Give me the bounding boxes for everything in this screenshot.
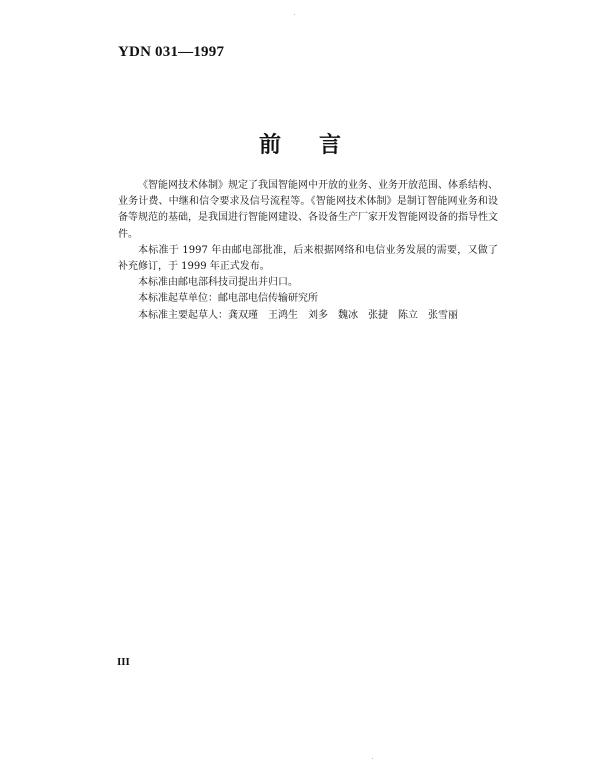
page-title: 前言: [258, 133, 379, 158]
foreword-body: [118, 178, 498, 324]
scan-speck: [372, 758, 373, 759]
paragraph-drafting-unit: 本标准起草单位：邮电部电信传输研究所: [138, 293, 318, 305]
page-number: III: [117, 656, 130, 668]
scan-speck: [294, 14, 295, 15]
document-code: YDN 031—1997: [118, 44, 225, 60]
paragraph-proposer: 本标准由邮电部科技司提出并归口。: [138, 277, 298, 289]
paragraph-approval: 本标准于 1997 年由邮电部批准，后来根据网络和电信业务发展的需要，又做了补充修订，于 1999 年正式发布。: [118, 244, 498, 273]
paragraph-drafters: 本标准主要起草人：龚双瑾 王鸿生 刘多 魏冰 张捷 陈立 张雪丽: [138, 309, 458, 321]
paragraph-scope: 《智能网技术体制》规定了我国智能网中开放的业务、业务开放范围、体系结构、业务计费、中继和信令要求及信号流程等。《智能网技术体制》是制订智能网业务和设备等规范的基础，是我国进行智能网建设、各设备生产厂家开发智能网设备的指导性文件。: [118, 180, 498, 240]
